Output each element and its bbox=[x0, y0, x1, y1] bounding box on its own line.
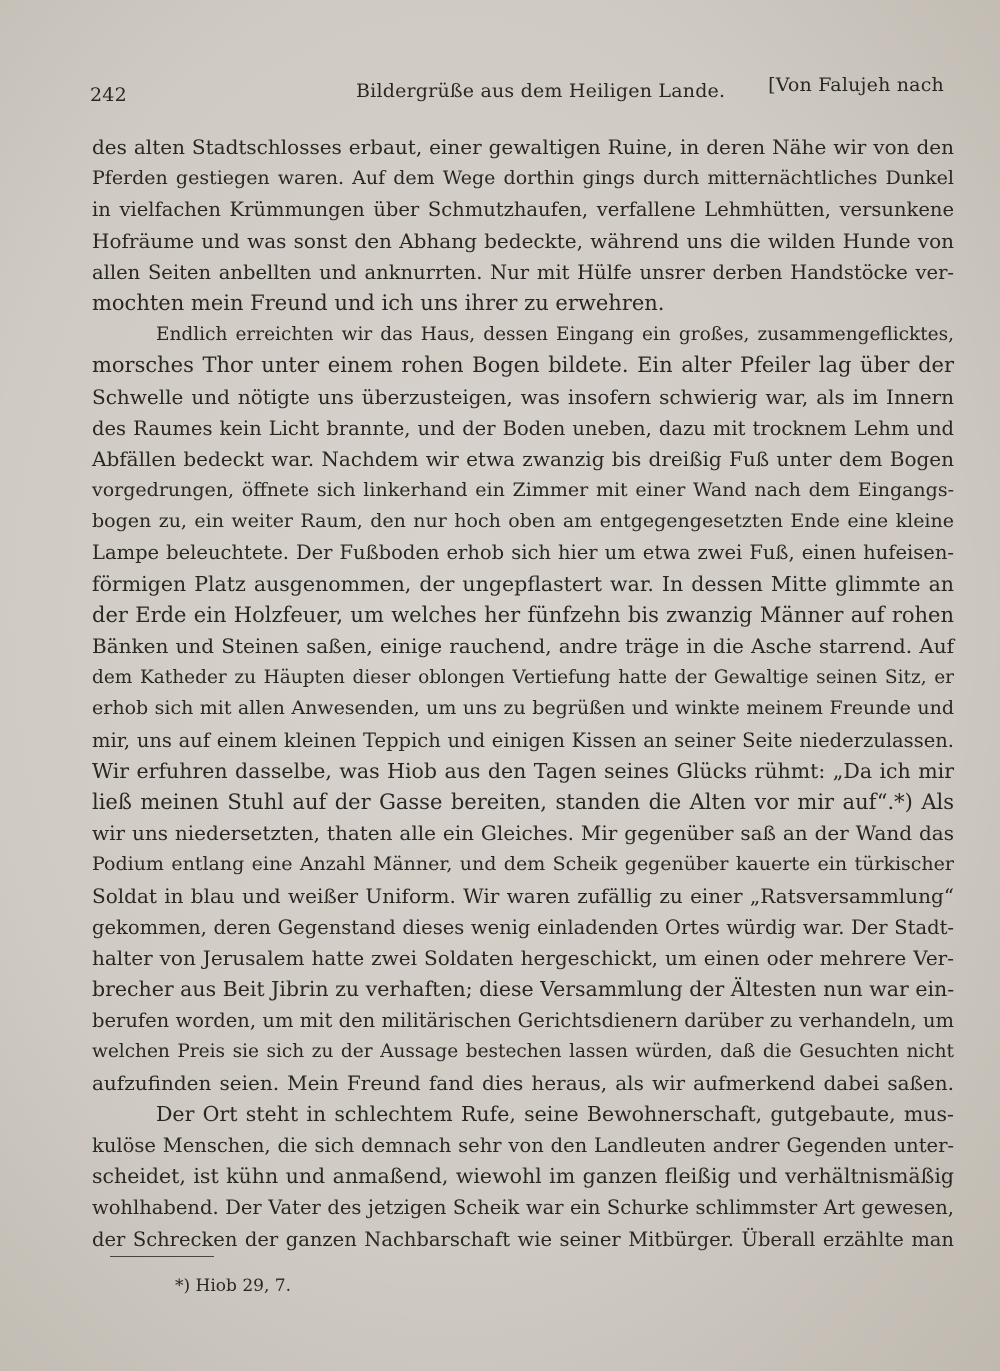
text-line: förmigen Platz ausgenommen, der ungepflastert war. In dessen Mitte glimmte an bbox=[92, 571, 954, 596]
text-line: Wir erfuhren dasselbe, was Hiob aus den Tagen seines Glücks rühmt: „Da ich mir bbox=[92, 758, 954, 783]
text-line: Der Ort steht in schlechtem Rufe, seine Bewohnerschaft, gutgebaute, mus- bbox=[156, 1101, 954, 1126]
text-line: der Erde ein Holzfeuer, um welches her fünfzehn bis zwanzig Männer auf rohen bbox=[92, 602, 954, 627]
body-text bbox=[92, 132, 954, 1255]
text-line: Hofräume und was sonst den Abhang bedeckte, während uns die wilden Hunde von bbox=[92, 228, 954, 253]
text-line: ließ meinen Stuhl auf der Gasse bereiten, standen die Alten vor mir auf“.*) Als bbox=[92, 789, 954, 814]
text-line: wir uns niedersetzten, thaten alle ein Gleiches. Mir gegenüber saß an der Wand das bbox=[92, 821, 954, 846]
text-line: morsches Thor unter einem rohen Bogen bildete. Ein alter Pfeiler lag über der bbox=[92, 353, 954, 378]
text-line: Schwelle und nötigte uns überzusteigen, was insofern schwierig war, als im Innern bbox=[92, 384, 954, 409]
text-line: des Raumes kein Licht brannte, und der Boden uneben, dazu mit trocknem Lehm und bbox=[92, 416, 954, 440]
text-line: dem Katheder zu Häupten dieser oblongen Vertiefung hatte der Gewaltige seinen Sitz, er bbox=[92, 667, 954, 689]
running-title: Bildergrüße aus dem Heiligen Lande. bbox=[356, 80, 726, 102]
text-line: Soldat in blau und weißer Uniform. Wir waren zufällig zu einer „Ratsversammlung“ bbox=[92, 883, 954, 908]
text-line: Abfällen bedeckt war. Nachdem wir etwa zwanzig bis dreißig Fuß unter dem Bogen bbox=[92, 446, 954, 471]
text-line: Pferden gestiegen waren. Auf dem Wege dorthin gings durch mitternächtliches Dunkel bbox=[92, 167, 954, 190]
text-line: halter von Jerusalem hatte zwei Soldaten hergeschickt, um einen oder mehrere Ver- bbox=[92, 945, 954, 970]
text-line: der Schrecken der ganzen Nachbarschaft wie seiner Mitbürger. Überall erzählte man bbox=[92, 1227, 954, 1251]
section-title: [Von Falujeh nach bbox=[768, 74, 944, 96]
text-line: scheidet, ist kühn und anmaßend, wiewohl im ganzen fleißig und verhältnismäßig bbox=[92, 1164, 954, 1189]
footnote: *) Hiob 29, 7. bbox=[175, 1276, 291, 1296]
page-number: 242 bbox=[90, 84, 127, 106]
text-line: erhob sich mit allen Anwesenden, um uns zu begrüßen und winkte meinem Freunde und bbox=[92, 697, 954, 720]
page-header bbox=[88, 72, 944, 108]
text-line: mochten mein Freund und ich uns ihrer zu erwehren. bbox=[92, 290, 665, 315]
text-line: kulöse Menschen, die sich demnach sehr von den Landleuten andrer Gegenden unter- bbox=[92, 1134, 954, 1157]
text-line: Bänken und Steinen saßen, einige rauchend, andre träge in die Asche starrend. Auf bbox=[92, 634, 954, 658]
text-line: allen Seiten anbellten und anknurrten. Nur mit Hülfe unsrer derben Handstöcke ver- bbox=[92, 260, 954, 284]
text-line: berufen worden, um mit den militärischen Gerichtsdienern darüber zu verhandeln, um bbox=[92, 1009, 954, 1033]
text-line: wohlhabend. Der Vater des jetzigen Scheik war ein Schurke schlimmster Art gewesen, bbox=[92, 1196, 954, 1220]
text-line: Podium entlang eine Anzahl Männer, und dem Scheik gegenüber kauerte ein türkischer bbox=[92, 853, 954, 876]
footnote-divider bbox=[110, 1256, 214, 1257]
text-line: bogen zu, ein weiter Raum, den nur hoch oben am entgegengesetzten Ende eine kleine bbox=[92, 510, 954, 533]
text-line: des alten Stadtschlosses erbaut, einer gewaltigen Ruine, in deren Nähe wir von den bbox=[92, 135, 954, 159]
text-line: brecher aus Beit Jibrin zu verhaften; diese Versammlung der Ältesten nun war ein- bbox=[92, 977, 955, 1002]
text-line: in vielfachen Krümmungen über Schmutzhaufen, verfallene Lehmhütten, versunkene bbox=[92, 198, 954, 222]
text-line: gekommen, deren Gegenstand dieses wenig einladenden Ortes würdig war. Der Stadt- bbox=[92, 915, 954, 939]
text-line: aufzufinden seien. Mein Freund fand dies heraus, als wir aufmerkend dabei saßen. bbox=[92, 1070, 954, 1095]
text-line: welchen Preis sie sich zu der Aussage bestechen lassen würden, daß die Gesuchten nicht bbox=[92, 1041, 954, 1063]
text-line: mir, uns auf einem kleinen Teppich und einigen Kissen an seiner Seite niederzulassen. bbox=[92, 728, 954, 752]
text-line: vorgedrungen, öffnete sich linkerhand ein Zimmer mit einer Wand nach dem Eingangs- bbox=[92, 479, 954, 502]
text-line: Endlich erreichten wir das Haus, dessen Eingang ein großes, zusammengeflicktes, bbox=[156, 324, 954, 346]
text-line: Lampe beleuchtete. Der Fußboden erhob sich hier um etwa zwei Fuß, einen hufeisen- bbox=[92, 541, 954, 565]
